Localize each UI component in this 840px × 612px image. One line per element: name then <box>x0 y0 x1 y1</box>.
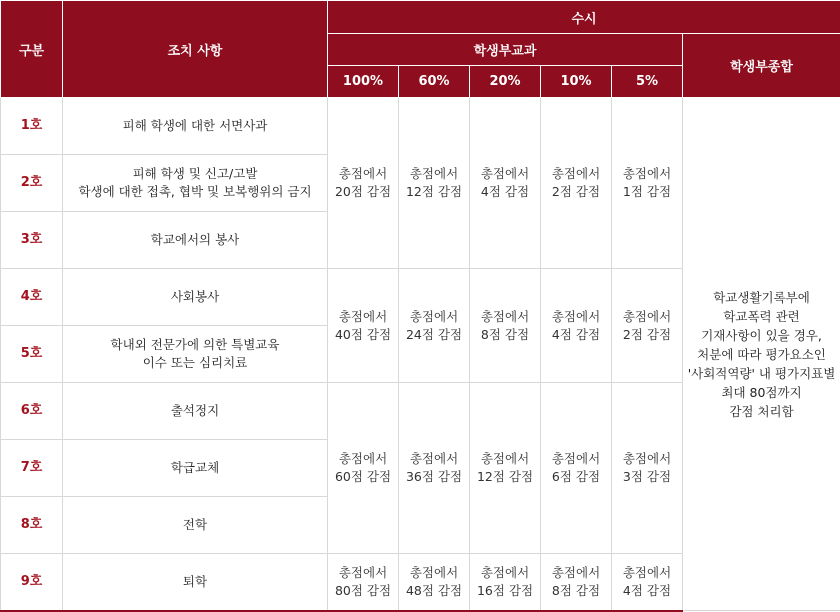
deduction-text: 4점 감점 <box>551 326 601 342</box>
deduction-cell <box>328 383 399 554</box>
header-susi: 수시 <box>328 1 840 34</box>
deduction-text: 총점에서 <box>551 308 601 324</box>
deduction-text: 총점에서 <box>622 564 672 580</box>
deduction-text: 총점에서 <box>551 564 601 580</box>
measure-cell <box>63 98 328 155</box>
comprehensive-note-cell <box>683 98 840 611</box>
deduction-text: 총점에서 <box>480 166 530 181</box>
measure-cell <box>63 440 328 497</box>
grade-cell: 5호 <box>1 326 63 383</box>
grade-cell: 1호 <box>1 98 63 155</box>
deduction-cell <box>612 383 683 554</box>
deduction-text: 40점 감점 <box>334 326 392 342</box>
deduction-text: 12점 감점 <box>476 469 534 484</box>
deduction-cell <box>399 383 470 554</box>
deduction-text: 2점 감점 <box>551 184 601 199</box>
measure-text: 학교에서의 봉사 <box>150 232 240 247</box>
header-percent: 60% <box>399 66 470 98</box>
deduction-text: 4점 감점 <box>622 582 672 598</box>
deduction-text: 8점 감점 <box>551 582 601 598</box>
header-category: 구분 <box>1 1 63 98</box>
deduction-text: 16점 감점 <box>476 582 534 598</box>
deduction-text: 총점에서 <box>622 451 672 466</box>
deduction-cell <box>470 383 541 554</box>
deduction-text: 2점 감점 <box>622 326 672 342</box>
deduction-text: 총점에서 <box>338 564 388 580</box>
deduction-text: 총점에서 <box>480 308 530 324</box>
measure-text: 학생에 대한 접촉, 협박 및 보복행위의 금지 <box>78 184 312 199</box>
measure-cell <box>63 554 328 611</box>
deduction-text: 36점 감점 <box>405 469 463 484</box>
grade-cell: 3호 <box>1 212 63 269</box>
measure-text: 전학 <box>182 517 208 532</box>
note-line: 학교폭력 관련 <box>723 308 800 324</box>
measure-text: 이수 또는 심리치료 <box>142 355 248 370</box>
deduction-cell <box>328 98 399 269</box>
deduction-cell <box>541 554 612 611</box>
deduction-cell <box>328 554 399 611</box>
deduction-text: 20점 감점 <box>334 184 392 199</box>
measure-text: 학급교체 <box>170 460 220 475</box>
header-school-record-subject: 학생부교과 <box>328 34 683 66</box>
measure-text: 사회봉사 <box>170 289 220 304</box>
header-measure: 조치 사항 <box>63 1 328 98</box>
deduction-cell <box>470 554 541 611</box>
deduction-text: 총점에서 <box>338 308 388 324</box>
header-percent: 10% <box>541 66 612 98</box>
deduction-text: 48점 감점 <box>405 582 463 598</box>
deduction-text: 총점에서 <box>551 166 601 181</box>
deduction-text: 총점에서 <box>409 308 459 324</box>
deduction-text: 12점 감점 <box>405 184 463 199</box>
deduction-cell <box>612 269 683 383</box>
deduction-cell <box>541 383 612 554</box>
deduction-cell <box>541 269 612 383</box>
grade-cell: 8호 <box>1 497 63 554</box>
header-percent: 5% <box>612 66 683 98</box>
grade-cell: 4호 <box>1 269 63 326</box>
deduction-cell <box>399 554 470 611</box>
deduction-text: 총점에서 <box>551 451 601 466</box>
deduction-text: 6점 감점 <box>551 469 601 484</box>
deduction-text: 80점 감점 <box>334 582 392 598</box>
note-line: 기재사항이 있을 경우, <box>701 327 822 343</box>
measure-cell <box>63 212 328 269</box>
measure-cell <box>63 269 328 326</box>
deduction-text: 4점 감점 <box>480 184 530 199</box>
table-row <box>1 98 840 155</box>
measure-text: 피해 학생에 대한 서면사과 <box>122 118 268 133</box>
header-percent: 20% <box>470 66 541 98</box>
deduction-text: 총점에서 <box>409 451 459 466</box>
deduction-text: 60점 감점 <box>334 469 392 484</box>
deduction-text: 총점에서 <box>338 166 388 181</box>
measure-cell <box>63 155 328 212</box>
deduction-text: 총점에서 <box>409 564 459 580</box>
grade-cell: 9호 <box>1 554 63 611</box>
deduction-text: 총점에서 <box>409 166 459 181</box>
deduction-cell <box>470 98 541 269</box>
grade-cell: 2호 <box>1 155 63 212</box>
note-line: 처분에 따라 평가요소인 <box>697 346 826 362</box>
deduction-cell <box>612 554 683 611</box>
measure-cell <box>63 326 328 383</box>
deduction-cell <box>399 269 470 383</box>
grade-cell: 7호 <box>1 440 63 497</box>
deduction-cell <box>328 269 399 383</box>
measure-text: 피해 학생 및 신고/고발 <box>132 166 258 181</box>
measure-cell <box>63 497 328 554</box>
deduction-text: 총점에서 <box>480 451 530 466</box>
note-line: '사회적역량' 내 평가지표별 <box>687 365 836 381</box>
deduction-text: 총점에서 <box>622 166 672 181</box>
measure-cell <box>63 383 328 440</box>
deduction-text: 3점 감점 <box>622 469 672 484</box>
deduction-text: 1점 감점 <box>622 184 672 199</box>
note-line: 학교생활기록부에 <box>713 289 810 305</box>
header-percent: 100% <box>328 66 399 98</box>
measure-text: 학내외 전문가에 의한 특별교육 <box>110 337 280 352</box>
deduction-cell <box>541 98 612 269</box>
note-line: 최대 80점까지 <box>721 384 802 400</box>
deduction-text: 총점에서 <box>622 308 672 324</box>
measure-text: 출석정지 <box>170 403 220 418</box>
deduction-text: 총점에서 <box>338 451 388 466</box>
deduction-cell <box>612 98 683 269</box>
deduction-text: 8점 감점 <box>480 326 530 342</box>
deduction-cell <box>470 269 541 383</box>
deduction-text: 총점에서 <box>480 564 530 580</box>
note-line: 감점 처리함 <box>729 403 794 419</box>
grade-cell: 6호 <box>1 383 63 440</box>
header-comprehensive: 학생부종합 <box>683 34 840 98</box>
deduction-text: 24점 감점 <box>405 326 463 342</box>
measure-text: 퇴학 <box>182 573 208 589</box>
deduction-cell <box>399 98 470 269</box>
